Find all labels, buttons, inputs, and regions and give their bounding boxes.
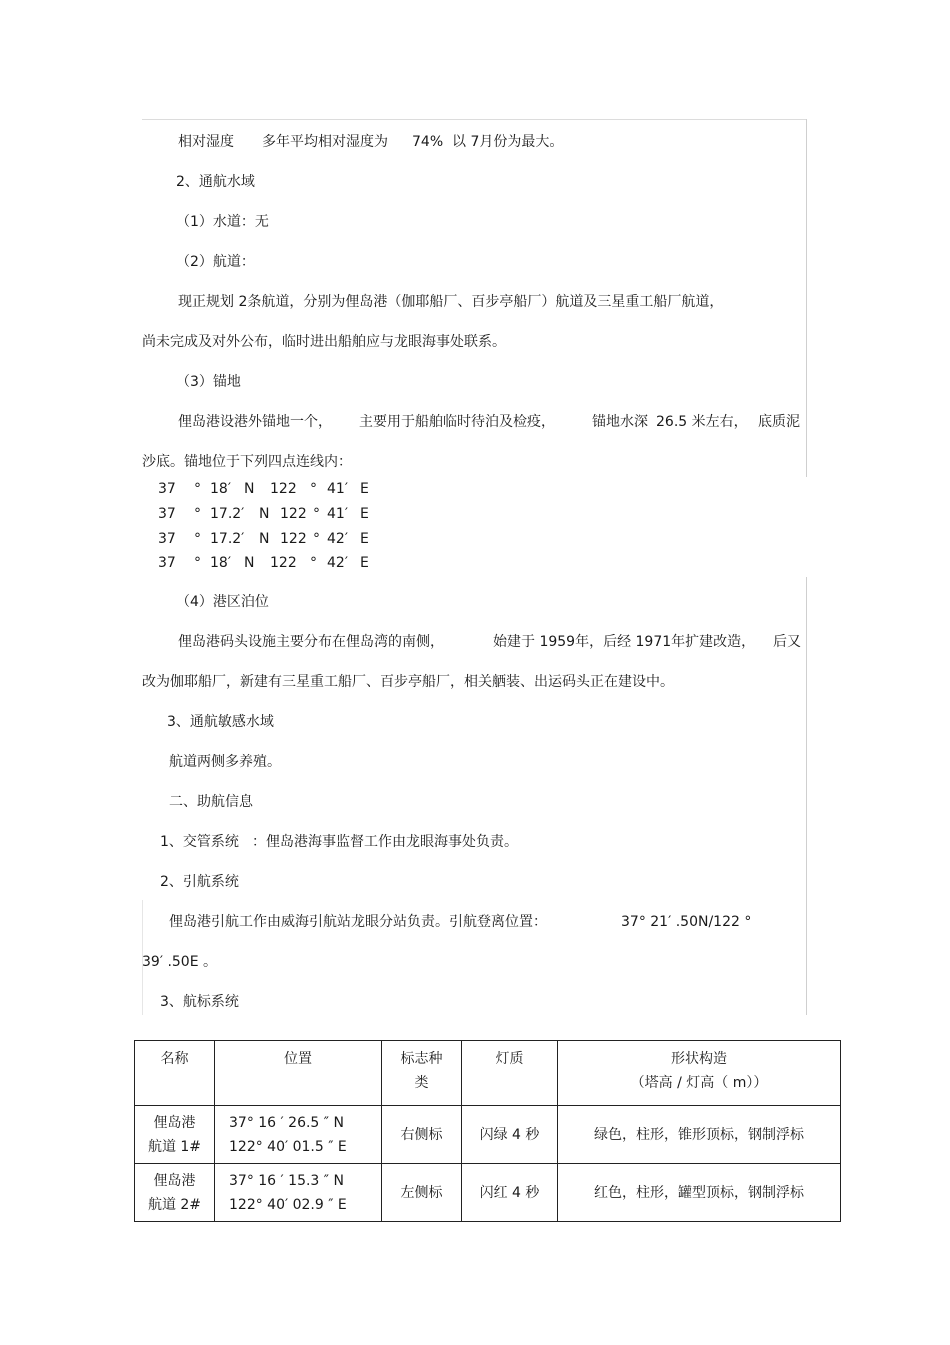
deg-sign: ° [310,555,317,571]
header-shape [558,1041,841,1106]
anchorage-seg: 26.5 米左右， [656,414,748,430]
position-lon: 122° 40′ 02.9 ″ E [229,1196,347,1213]
cell-position [215,1164,382,1222]
deg-sign: ° [194,555,201,571]
header-type [382,1041,462,1106]
buoy-heading: 3、航标系统 [160,994,239,1010]
lat-deg: 37 [158,506,176,522]
table-header-row [135,1041,841,1106]
lat-hemi: N [244,555,255,571]
lon-hemi: E [360,555,369,571]
section-heading: 2、通航水域 [176,174,255,190]
deg-sign: ° [194,481,201,497]
humidity-label: 相对湿度 [178,134,234,150]
frame-right-line-2 [806,577,807,1015]
name-line-1: 俚岛港 [153,1172,196,1189]
name-line-1: 俚岛港 [153,1114,196,1131]
pilot-coord: 37° 21′ .50N/122 ° [621,914,752,930]
header-name [135,1041,215,1106]
header-light [462,1041,558,1106]
deg-sign: ° [194,531,201,547]
berth-seg: 始建于 1959年，后经 1971年扩建改造， [493,634,756,650]
vts-label: 1、交管系统 [160,834,239,850]
anchorage-seg: 俚岛港设港外锚地一个， [178,414,332,430]
lat-hemi: N [259,506,270,522]
anchorage-seg: 底质泥 [758,414,800,430]
lat-min: 17.2′ [210,506,245,522]
berth-seg: 俚岛港码头设施主要分布在俚岛湾的南侧， [178,634,444,650]
cell-light: 闪红 4 秒 [462,1164,558,1222]
cell-position [215,1106,382,1164]
table-row [135,1106,841,1164]
lon-deg: 122 [270,481,297,497]
header-shape-sub: （塔高 / 灯高（ m）） [630,1075,768,1091]
name-line-2: 航道 1# [147,1138,202,1155]
lat-hemi: N [259,531,270,547]
lon-hemi: E [360,506,369,522]
sensitive-heading: 3、通航敏感水域 [167,714,274,730]
lat-min: 18′ [210,555,231,571]
position-lat: 37° 16 ′ 15.3 ″ N [229,1172,344,1189]
channel-text-1: 现正规划 2条航道，分别为俚岛港（伽耶船厂、百步亭船厂）航道及三星重工船厂航道， [178,294,724,310]
anchorage-text-2: 沙底。锚地位于下列四点连线内： [142,454,352,470]
lat-deg: 37 [158,481,176,497]
berth-heading: （4）港区泊位 [176,594,269,610]
nav-aids-table [134,1040,841,1222]
lat-hemi: N [244,481,255,497]
pilot-text-1 [169,912,769,932]
anchorage-seg: 主要用于船舶临时待泊及检疫， [359,414,555,430]
frame-top-line [142,119,807,120]
cell-shape: 红色，柱形，罐型顶标，钢制浮标 [558,1164,841,1222]
cell-light: 闪绿 4 秒 [462,1106,558,1164]
cell-name [135,1106,215,1164]
position-lat: 37° 16 ′ 26.5 ″ N [229,1114,344,1131]
sensitive-text: 航道两侧多养殖。 [169,754,281,770]
lat-min: 18′ [210,481,231,497]
anchorage-heading: （3）锚地 [176,374,241,390]
humidity-line [178,132,564,152]
table-row [135,1164,841,1222]
humidity-text: 多年平均相对湿度为 [262,134,388,150]
deg-sign: ° [313,506,320,522]
anchorage-text-1 [178,412,806,432]
cell-name [135,1164,215,1222]
pilot-text-2: 39′ .50E 。 [142,954,218,970]
humidity-value: 74% [412,134,444,150]
lat-deg: 37 [158,531,176,547]
frame-right-line-1 [806,119,807,477]
berth-text-1 [178,632,806,652]
lon-hemi: E [360,531,369,547]
channel-text-2: 尚未完成及对外公布，临时进出船舶应与龙眼海事处联系。 [142,334,506,350]
berth-seg: 后又 [773,634,801,650]
header-shape-text: 形状构造 [671,1051,727,1067]
lat-deg: 37 [158,555,176,571]
lon-min: 41′ [327,506,348,522]
header-position [215,1041,382,1106]
cell-type: 右侧标 [382,1106,462,1164]
lat-min: 17.2′ [210,531,245,547]
lon-hemi: E [360,481,369,497]
humidity-peak: 以 7月份为最大。 [452,134,564,150]
vts-text: ：俚岛港海事监督工作由龙眼海事处负责。 [252,834,518,850]
waterway-line: （1）水道：无 [176,214,269,230]
deg-sign: ° [313,531,320,547]
cell-shape: 绿色，柱形，锥形顶标，钢制浮标 [558,1106,841,1164]
lon-min: 42′ [327,531,348,547]
name-line-2: 航道 2# [147,1196,202,1213]
pilot-heading: 2、引航系统 [160,874,239,890]
berth-text-2: 改为伽耶船厂，新建有三星重工船厂、百步亭船厂，相关舾装、出运码头正在建设中。 [142,674,674,690]
lon-min: 41′ [327,481,348,497]
deg-sign: ° [194,506,201,522]
deg-sign: ° [310,481,317,497]
lon-deg: 122 [270,555,297,571]
pilot-text: 俚岛港引航工作由威海引航站龙眼分站负责。引航登离位置： [169,914,547,930]
lon-deg: 122 [280,531,307,547]
anchorage-seg: 锚地水深 [592,414,648,430]
header-type-text-2: 类 [414,1075,429,1091]
lon-deg: 122 [280,506,307,522]
lon-min: 42′ [327,555,348,571]
position-lon: 122° 40′ 01.5 ″ E [229,1138,347,1155]
vts-line [160,832,518,852]
header-name-text: 名称 [160,1051,189,1067]
header-light-text: 灯质 [495,1051,524,1067]
cell-type: 左侧标 [382,1164,462,1222]
channel-heading: （2）航道： [176,254,255,270]
header-type-text: 标志种 [400,1051,443,1067]
aids-heading: 二、助航信息 [169,794,253,810]
header-position-text: 位置 [284,1051,312,1067]
